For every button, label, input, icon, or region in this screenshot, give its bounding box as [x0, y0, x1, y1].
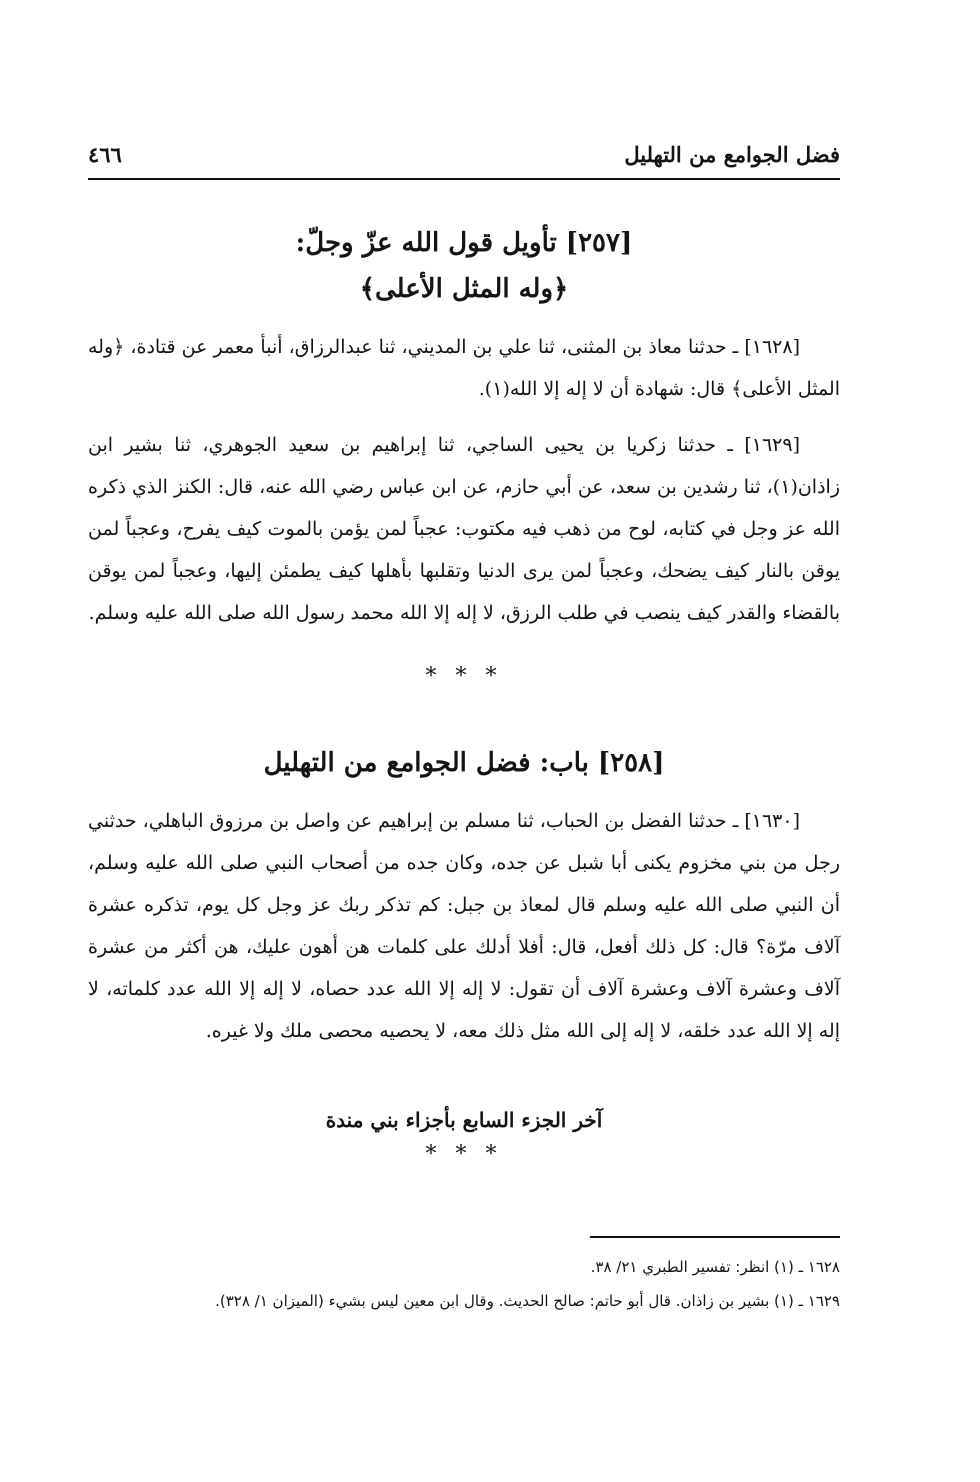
- footnote-1628: ١٦٢٨ ـ (١) انظر: تفسير الطبري ٢١/ ٣٨.: [590, 1258, 840, 1276]
- footnote-1629: ١٦٢٩ ـ (١) بشير بن زاذان. قال أبو حاتم: صالح الحديث. وقال ابن معين ليس بشيء (الميزان ١/ ٣٢٨).: [215, 1292, 840, 1310]
- main-text: [88, 220, 840, 1170]
- spacer: [88, 786, 840, 800]
- running-title: فضل الجوامع من التهليل: [624, 142, 840, 167]
- spacer: [88, 1052, 840, 1100]
- running-header: [88, 136, 840, 180]
- spacer: [88, 634, 840, 662]
- spacer: [88, 410, 840, 424]
- chapter-257-title-line1: [٢٥٧] تأويل قول الله عزّ وجلّ:: [295, 228, 633, 258]
- chapter-258-heading: [٢٥٨] باب: فضل الجوامع من التهليل: [263, 748, 665, 778]
- hadith-1629: [١٦٢٩] ـ حدثنا زكريا بن يحيى الساجي، ثنا إبراهيم بن سعيد الجوهري، ثنا بشير ابن زاذان(١)، ثنا رشدين بن سعد، عن أبي حازم، عن ابن عباس رضي الله عنه، قال: الكنز الذي ذكره الله عز وجل في كتابه، لوح من ذهب فيه مكتوب: عجباً لمن يؤمن بالموت كيف يفرح، وعجباً لمن يوقن بالنار كيف يضحك، وعجباً لمن يرى الدنيا وتقلبها بأهلها كيف يطمئن إليها، وعجباً لمن يوقن بالقضاء والقدر كيف ينصب في طلب الرزق، لا إله إلا الله محمد رسول الله صلى الله عليه وسلم.: [88, 434, 840, 624]
- spacer: [88, 692, 840, 740]
- spacer: [88, 312, 840, 326]
- colophon: آخر الجزء السابع بأجزاء بني مندة: [325, 1108, 603, 1132]
- footnotes: [88, 1236, 840, 1318]
- footnote-rule: [590, 1236, 840, 1238]
- hadith-1630: [١٦٣٠] ـ حدثنا الفضل بن الحباب، ثنا مسلم بن إبراهيم عن واصل بن مرزوق الباهلي، حدثني رجل من بني مخزوم يكنى أبا شبل عن جده، وكان جده من أصحاب النبي صلى الله عليه وسلم، أن النبي صلى الله عليه وسلم قال لمعاذ بن جبل: كم تذكر ربك عز وجل كل يوم، تذكره عشرة آلاف مرّة؟ قال: كل ذلك أفعل، قال: أفلا أدلك على كلمات هن أهون عليك، هن أكثر من عشرة آلاف وعشرة آلاف وعشرة آلاف أن تقول: لا إله إلا الله عدد حصاه، لا إله إلا الله عدد كلماته، لا إله إلا الله عدد خلقه، لا إله إلى الله مثل ذلك معه، لا يحصيه محصى ملك ولا غيره.: [88, 810, 840, 1042]
- chapter-257-title-line2: ﴿وله المثل الأعلى﴾: [359, 274, 569, 304]
- chapter-257-heading: [88, 220, 840, 312]
- hadith-1628: [١٦٢٨] ـ حدثنا معاذ بن المثنى، ثنا علي بن المديني، ثنا عبدالرزاق، أنبأ معمر عن قتادة، ﴿وله المثل الأعلى﴾ قال: شهادة أن لا إله إلا الله(١).: [88, 336, 840, 400]
- closing-separator: * * *: [425, 1142, 503, 1167]
- section-separator: * * *: [425, 664, 503, 689]
- page-number: ٤٦٦: [88, 142, 122, 167]
